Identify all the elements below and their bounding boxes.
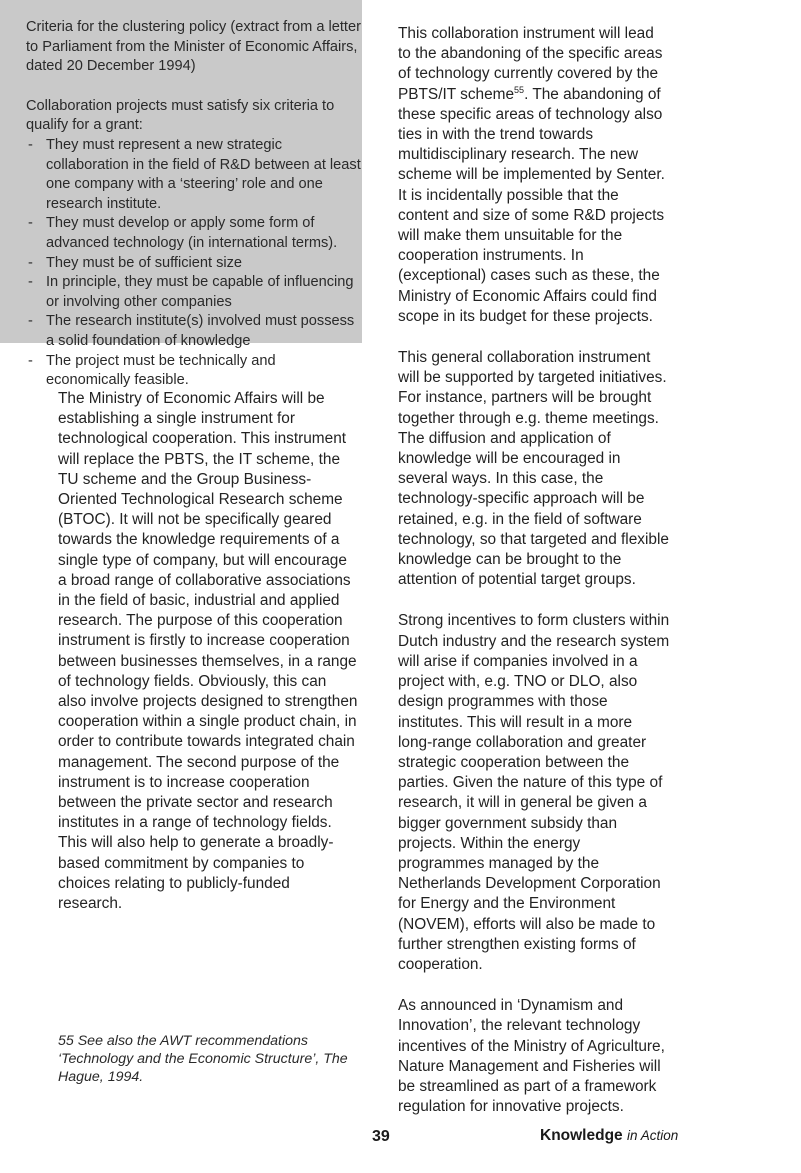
criteria-list bbox=[26, 136, 362, 391]
running-footer bbox=[540, 1127, 678, 1145]
left-column bbox=[58, 389, 358, 914]
criteria-item: - They must represent a new strategic collaboration in the field of R&D between at least one company with a ‘steering’ role and one research institute. bbox=[26, 136, 362, 214]
right-paragraph-1-end: . The abandoning of these specific areas of technology also ties in with the trend towards multidisciplinary research. The new scheme will be implemented by Senter. It is incidentally possible that the content and size of some R&D projects will make them unsuitable for the cooperation instruments. In (exceptional) cases such as these, the Ministry of Economic Affairs could find scope in its budget for these projects. bbox=[398, 85, 665, 325]
right-paragraph-1-start: This collaboration instrument will lead to the abandoning of the specific areas of technology currently covered by the PBTS/IT scheme bbox=[398, 25, 663, 103]
footer-brand: Knowledge bbox=[540, 1127, 623, 1144]
criteria-box-lead: Collaboration projects must satisfy six criteria to qualify for a grant: bbox=[26, 97, 335, 134]
right-paragraph-4: As announced in ‘Dynamism and Innovation’, the relevant technology incentives of the Ministry of Agriculture, Nature Management and Fisheries will be streamlined as part of a framework regulation for innovative projects. bbox=[398, 997, 665, 1116]
right-paragraph-2: This general collaboration instrument will be supported by targeted initiatives. For instance, partners will be brought together through e.g. theme meetings. The diffusion and application of knowledge will be encouraged in several ways. In this case, the technology-specific approach will be retained, e.g. in the field of software technology, so that targeted and flexible knowledge can be brought to the attention of potential target groups. bbox=[398, 349, 669, 589]
right-paragraph-3: Strong incentives to form clusters within Dutch industry and the research system will arise if companies involved in a project with, e.g. TNO or DLO, also design programmes with those institutes. This will result in a more long-range collaboration and greater strategic cooperation between the parties. Given the nature of this type of research, it will in general be given a bigger government subsidy than projects. Within the energy programmes managed by the Netherlands Development Corporation for Energy and the Environment (NOVEM), efforts will also be made to further strengthen existing forms of cooperation. bbox=[398, 612, 670, 973]
criteria-item: - They must be of sufficient size bbox=[26, 254, 362, 274]
criteria-item: - The research institute(s) involved must possess a solid foundation of knowledge bbox=[26, 312, 362, 351]
left-paragraph: The Ministry of Economic Affairs will be establishing a single instrument for technological cooperation. This instrument will replace the PBTS, the IT scheme, the TU scheme and the Group Business-Oriented Technological Research scheme (BTOC). It will not be specifically geared towards the knowledge requirements of a single type of company, but will encourage a broad range of collaborative associations in the field of basic, industrial and applied research. The purpose of this cooperation instrument is firstly to increase cooperation between businesses themselves, in a range of technology fields. Obviously, this can also involve projects designed to strengthen cooperation within a single product chain, in order to contribute towards integrated chain management. The second purpose of the instrument is to increase cooperation between the private sector and research institutes in a range of technology fields. This will also help to generate a broadly-based commitment by companies to choices relating to publicly-funded research. bbox=[58, 390, 358, 913]
page-number: 39 bbox=[372, 1128, 390, 1145]
criteria-item: - In principle, they must be capable of influencing or involving other companies bbox=[26, 273, 362, 312]
footnote: 55 See also the AWT recommendations ‘Technology and the Economic Structure’, The Hague, 1994. bbox=[58, 1033, 348, 1086]
criteria-box-intro: Criteria for the clustering policy (extract from a letter to Parliament from the Minister of Economic Affairs, dated 20 December 1994) bbox=[26, 19, 361, 75]
right-paragraph-1 bbox=[398, 24, 670, 327]
criteria-box bbox=[0, 0, 362, 389]
criteria-item: - They must develop or apply some form of advanced technology (in international terms). bbox=[26, 214, 362, 253]
footer-brand-sub: in Action bbox=[626, 1128, 679, 1143]
footnote-ref: 55 bbox=[514, 84, 525, 95]
criteria-item: - The project must be technically and economically feasible. bbox=[26, 352, 362, 391]
right-column bbox=[398, 24, 670, 1117]
